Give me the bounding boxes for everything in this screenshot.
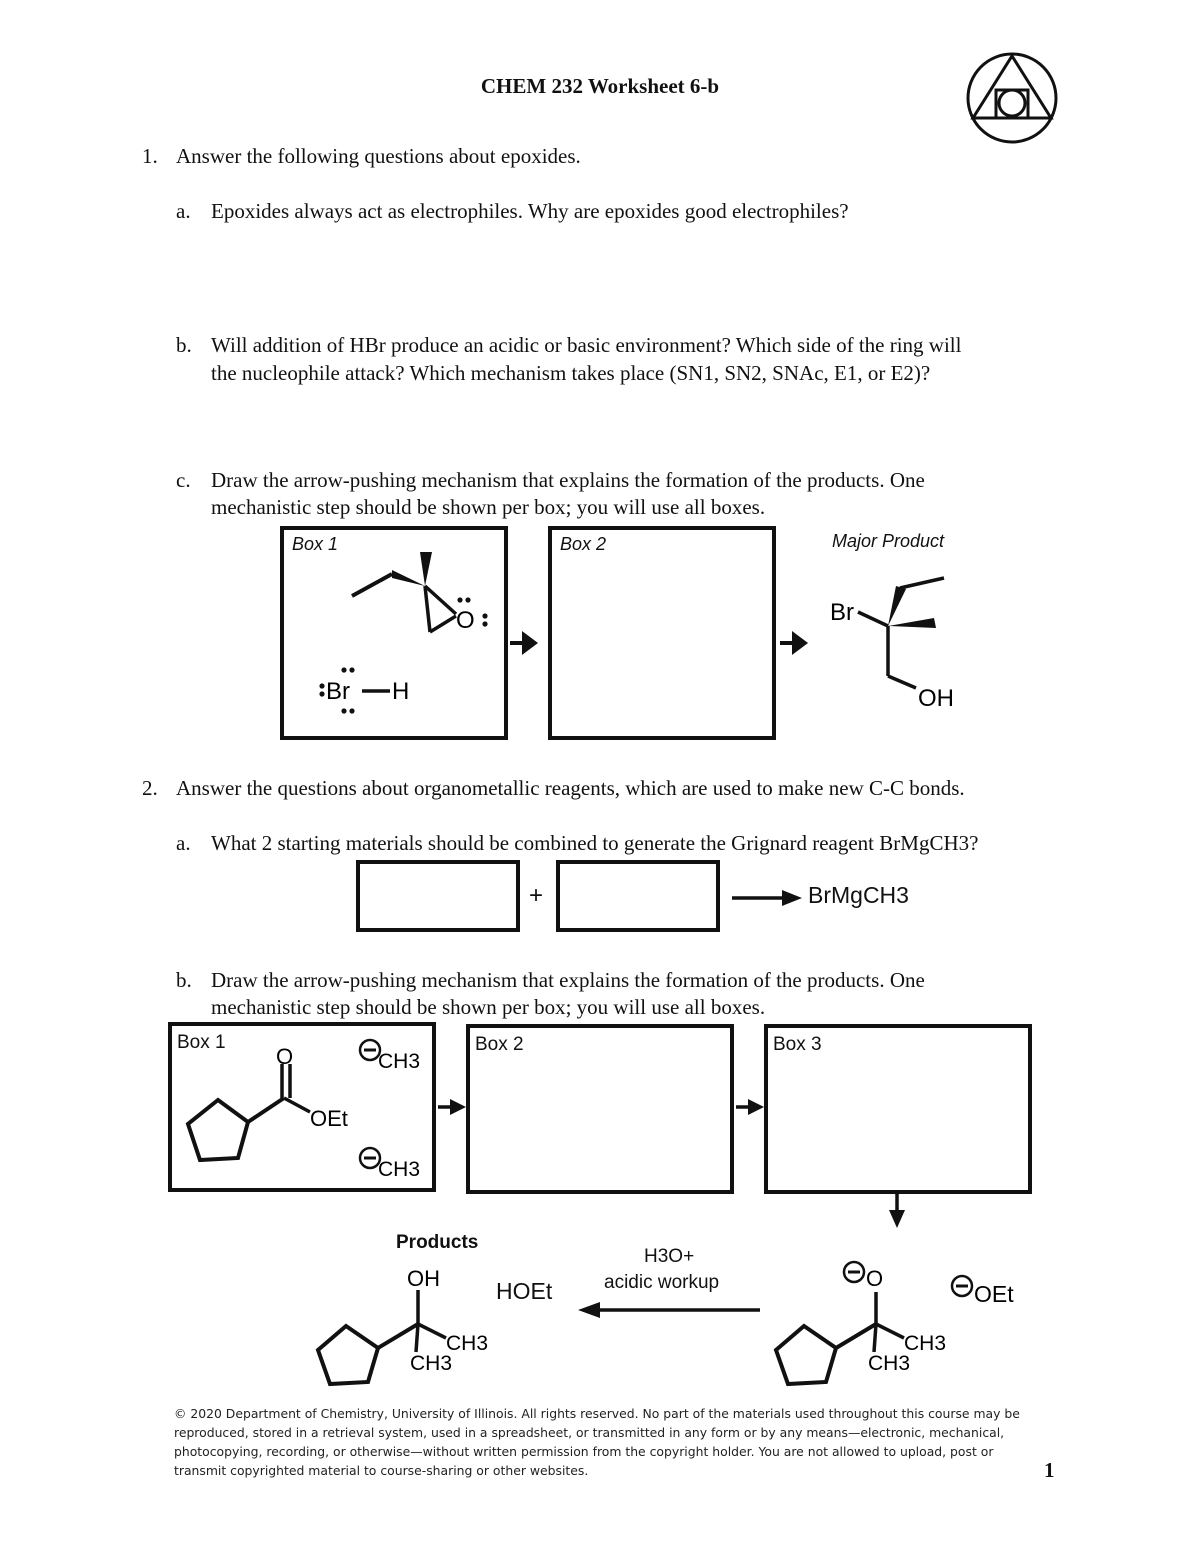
ester-methyl-anion-structure [172,1026,432,1188]
methyl-anion-2: CH3 [378,1158,421,1181]
arrow-right-icon [508,628,540,658]
q1b-letter: b. [176,333,192,357]
q1-number: 1. [142,144,158,168]
major-product-label: Major Product [832,531,945,551]
product-methyl-2: CH3 [410,1352,453,1375]
tertiary-alcohol-product-structure [310,1262,510,1392]
copyright-notice: © 2020 Department of Chemistry, University of Illinois. All rights reserved. No part of the materials used throughout this course may be reproduced, stored in a retrieval system, used in a spreadsheet, or transmitted in any form or by any means—electronic, mechanical, photocopying, recording, or otherwise—without written permission from the copyright holder. You are not allowed to upload, post or transmit copyrighted material to course-sharing or other websites. [174,1406,1020,1478]
arrow-right-icon [778,628,810,658]
page-number: 1 [1044,1458,1055,1482]
q2a-text: What 2 starting materials should be combined to generate the Grignard reagent BrMgCH3? [211,831,979,855]
epoxide-hbr-structure [284,530,504,736]
arrow-right-icon [734,1096,766,1118]
q2b-line1: Draw the arrow-pushing mechanism that explains the formation of the products. One [211,968,925,992]
q2-text: Answer the questions about organometallic reagents, which are used to make new C-C bonds. [176,776,965,800]
product-hydroxyl: OH [918,685,954,712]
hydrogen-atom: H [392,678,410,705]
q1b-line1: Will addition of HBr produce an acidic or basic environment? Which side of the ring will [211,333,962,357]
q1-text: Answer the following questions about epoxides. [176,144,581,168]
product-oh: OH [407,1266,440,1291]
q2-box1-label: Box 1 [177,1032,226,1053]
q1a-letter: a. [176,199,191,223]
bromine-atom: Br [326,678,350,705]
q1-box2-label: Box 2 [560,534,607,554]
alkoxide-oxygen: O [866,1266,884,1291]
grignard-reactant-box-1[interactable] [356,860,520,932]
grignard-reactant-box-2[interactable] [556,860,720,932]
q2b-line2: mechanistic step should be shown per box; you will use all boxes. [211,995,766,1019]
q1-box-1[interactable] [280,526,508,740]
arrow-left-icon [576,1298,762,1322]
q2-box2-label: Box 2 [475,1034,524,1055]
ethoxy-group: OEt [310,1106,348,1131]
ethoxide-anion [946,1270,1046,1310]
arrow-right-icon [730,886,804,910]
q1-box-2[interactable] [548,526,776,740]
bromohydrin-product-structure [820,560,980,720]
acidic-workup-label: acidic workup [604,1272,720,1293]
q1c-letter: c. [176,468,191,492]
q1a-text: Epoxides always act as electrophiles. Why are epoxides good electrophiles? [211,199,849,223]
arrow-right-icon [436,1096,468,1118]
product-bromine: Br [830,599,854,626]
q2-number: 2. [142,776,158,800]
ethanol-product: HOEt [496,1278,553,1304]
department-seal-logo [964,52,1062,146]
products-label: Products [396,1232,479,1253]
arrow-down-icon [886,1192,908,1230]
q2b-letter: b. [176,968,192,992]
page-title: CHEM 232 Worksheet 6-b [480,74,720,98]
q2-box-2[interactable] [466,1024,734,1194]
q1c-line1: Draw the arrow-pushing mechanism that explains the formation of the products. One [211,468,925,492]
plus-sign: + [529,882,544,909]
hydronium-label: H3O+ [644,1246,695,1267]
alkoxide-methyl-2: CH3 [868,1352,911,1375]
grignard-reagent: BrMgCH3 [808,882,909,908]
q2-box-1[interactable] [168,1022,436,1192]
q1b-line2: the nucleophile attack? Which mechanism takes place (SN1, SN2, SNAc, E1, or E2)? [211,361,931,385]
product-methyl-1: CH3 [446,1332,489,1355]
q2a-letter: a. [176,831,191,855]
alkoxide-intermediate-structure [768,1256,968,1392]
q2-box3-label: Box 3 [773,1034,822,1055]
q2-box-3[interactable] [764,1024,1032,1194]
alkoxide-methyl-1: CH3 [904,1332,947,1355]
carbonyl-oxygen: O [276,1044,294,1069]
q1c-line2: mechanistic step should be shown per box; you will use all boxes. [211,495,766,519]
epoxide-oxygen: O [456,607,475,634]
ethoxide-label: OEt [974,1281,1014,1307]
q1-box1-label: Box 1 [292,534,339,554]
methyl-anion-1: CH3 [378,1050,421,1073]
